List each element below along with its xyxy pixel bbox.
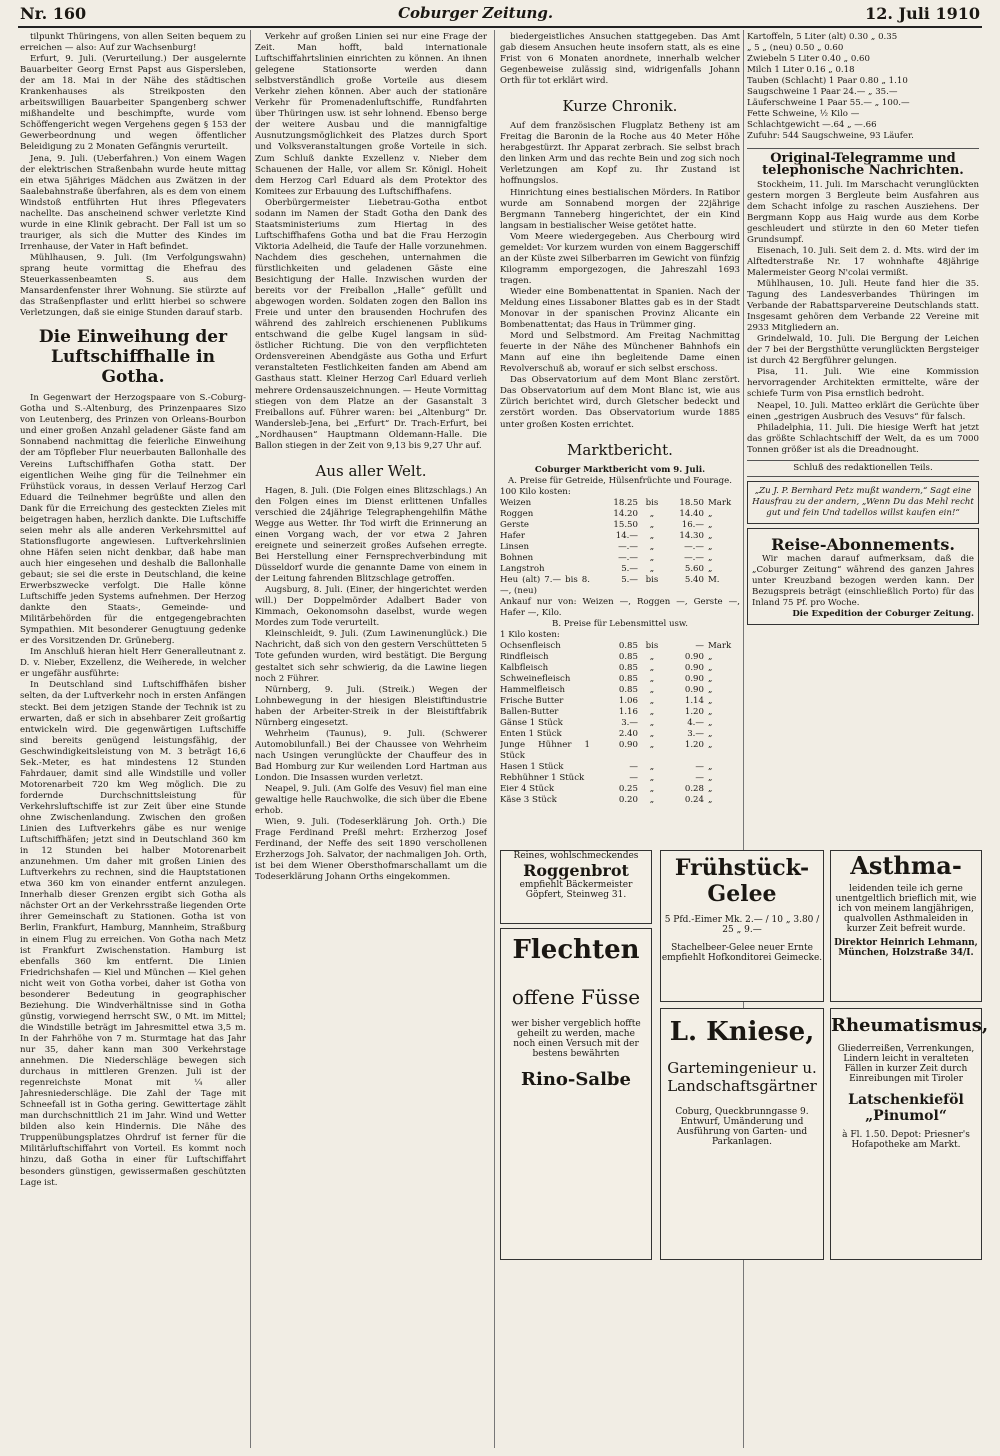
header-rule [18, 26, 982, 28]
ad-kniese [660, 1008, 824, 1260]
market-row: Kalbfleisch 0.85 „ 0.90 „ [500, 662, 713, 673]
market-row: Roggen 14.20 „ 14.40 „ [500, 508, 713, 519]
column-divider [494, 30, 495, 1448]
column-3 [500, 32, 740, 832]
masthead: Coburger Zeitung. [398, 4, 554, 22]
market-row: Schweinefleisch 0.85 „ 0.90 „ [500, 673, 713, 684]
news-item: Neapel, 10. Juli. Matteo erklärt die Gerüchte über einen „gestrigen Ausbruch des Vesuvs“ für falsch. [747, 400, 979, 422]
news-item: Mühlhausen, 9. Juli. (Im Verfolgungswahn) sprang heute vormittag die Ehefrau des Steuerkassenbeamten S. aus dem Mansardenfenster ihrer Wohnung. Sie stürzte auf das Straßenpflaster und erlitt hierbei so schwere Verletzungen, daß sie einige Stunden darauf starb. [20, 252, 246, 319]
subscription-notice [747, 528, 979, 625]
market-table-b [500, 641, 740, 806]
ad-headline: Frühstück-Gelee [674, 855, 810, 907]
paragraph: biedergeistliches Ansuchen stattgegeben. Das Amt gab diesem Ansuchen heute insofern statt, als es eine Frist von 6 Monaten anordnete, innerhalb welcher Gegenbeweise zulässig sind, widrigenfalls Johann Orth für tot erklärt wird. [500, 32, 740, 87]
price-line: Tauben (Schlacht) 1 Paar 0.80 „ 1.10 [747, 76, 908, 87]
market-row: Linsen —.— „ —.— „ [500, 541, 713, 552]
market-row: Eier 4 Stück 0.25 „ 0.28 „ [500, 783, 713, 794]
news-item: Neapel, 9. Juli. (Am Golfe des Vesuv) fiel man eine gewaltige helle Rauchwolke, die sich über die Ebene erhob. [255, 784, 487, 817]
ad-roggenbrot [500, 850, 652, 924]
ad-signature: à Fl. 1.50. Depot: Priesner's Hofapotheke am Markt. [842, 1130, 970, 1150]
news-item: Nürnberg, 9. Juli. (Streik.) Wegen der Lohnbewegung in der hiesigen Bleistiftindustrie haben der Arbeiter-Streik in der Bleistiftfabrik Nürnberg eingesetzt. [255, 684, 487, 728]
paragraph: In Deutschland sind Luftschiffhäfen bisher selten, da der Luftverkehr noch in ersten Anfängen steckt. Bei dem jetzigen Stande der Technik ist zu erwarten, daß er sich in absehbarer Zeit großartig entwickeln wird. Die gegenwärtigen Luftschiffe sind bereits genügend leistungsfähig, der Geschwindigkeitsleistung von M. 3 beträgt 16,6 Sek.-Meter, es hat mindestens 12 Stunden Fahrdauer, damit sind alle Windstille und voller Motorenarbeit 720 km Weg möglich. Die zu fordernde Durchschnittsleistung für Verkehrsluftschiffe ist zur Zeit über eine Stunde ohne Zwischenlandung. Zwischen den großen Linien des Luftverkehrs gäbe es nur wenige Luftschiffhäfen; jetzt sind in Deutschland 360 km in 12 Stunden bei halber Motorenarbeit anzunehmen. Um daher mit großen Linien des Luftverkehrs zu rechnen, sind die Hauptstationen etwa 360 km von einander entfernt anzulegen. Innerhalb dieser Grenzen ergibt sich Gotha als nächster Ort an der Verkehrsstraße liegenden Orte ihrer Gemeinschaft zu Stationen. Gotha ist von Berlin, Frankfurt, Hamburg, Mannheim, Straßburg in einem Flug zu erreichen. Von Gotha nach Metz ist Frankfurt Zwischenstation. Hamburg ist ebenfalls 360 km entfernt. Die Linien Friedrichshafen — Kiel und München — Kiel gehen nicht weit von Gotha vorbei, daher ist Gotha von besonderer Bedeutung in geographischer Beziehung. Die Windverhältnisse sind in Gotha günstig, vorwiegend herrscht SW., 0 Mt. im Mittel; die Windstille beträgt im Jahresmittel etwa 3,5 m. In der Fahrhöhe von 7 m. Sturmtage hat das Jahr nur 35, daher kann man 300 Verkehrstage annehmen. Die Niederschläge bewegen sich durchaus in mittleren Grenzen. Juli ist der regenreichste Monat mit ¼ aller Jahresniederschläge. Die Zahl der Tage mit Schneefall ist in Gotha gering. Gewittertage zählt man durchschnittlich 21 im Jahr. Wind und Wetter bilden also kein Hindernis. Die Nähe des Truppenübungsplatzes Ohrdruf ist ferner für die Militärluftschiffahrt von Vorteil. Es kommt noch hinzu, daß Gotha in einer für Luftschiffahrt besonders günstigen, gewissermaßen geschützten Lage ist. [20, 680, 246, 1188]
news-item: Wieder eine Bombenattentat in Spanien. Nach der Meldung eines Lissaboner Blattes gab es in der Stadt Monovar in der spanischen Provinz Alicante ein Bombenattentat; das Haus in Trümmer ging. [500, 286, 740, 331]
page-header [20, 0, 980, 26]
price-line: Saugschweine 1 Paar 24.— „ 35.— [747, 87, 898, 98]
market-row: Hammelfleisch 0.85 „ 0.90 „ [500, 684, 713, 695]
news-item: Mord und Selbstmord. Am Freitag Nachmittag feuerte in der Nähe des Münchener Bahnhofs ein Mann auf eine ihn begleitende Dame einen Revolverschuß ab, worauf er sich selbst erschoss. [500, 331, 740, 375]
market-row: Gerste 15.50 „ 16.— „ [500, 519, 713, 530]
ad-text: Gliederreißen, Verrenkungen, Lindern leicht in veralteten Fällen in kurzer Zeit durch Einreibungen mit Tiroler [837, 1044, 975, 1084]
editorial-end-note: Schluß des redaktionellen Teils. [747, 460, 979, 477]
ad-text: Coburg, Queckbrunngasse 9. Entwurf, Umänderung und Ausführung von Garten- und Parkanlagen. [675, 1107, 809, 1147]
market-note: Ankauf nur von: Weizen —, Roggen —, Gerste —, Hafer —, Kilo. [500, 596, 740, 618]
market-row: Gänse 1 Stück 3.— „ 4.— „ [500, 717, 713, 728]
paragraph: Oberbürgermeister Liebetrau-Gotha entbot sodann im Namen der Stadt Gotha den Dank des Staatsministeriums zum Hiertag in des Luftschiffhafens Gotha und bat die Frau Herzogin Viktoria Adelheid, die Taufe der Halle vorzunehmen. Nachdem dies geschehen, unternahmen die fürstlichkeiten und geladenen Gäste eine Besichtigung der Halle. Inzwischen wurden der bereits vor der Freiballon „Halle“ gefüllt und abgewogen worden. Soldaten zogen den Ballon ins Freie und unter den brausenden Hochrufen des während des zahlreich erschienenen Publikums entschwand die gelbe Kugel langsam in süd-östlicher Richtung. Die von den verpflichteten Ordensvereinen Abendgäste aus Gotha und Erfurt veranstalteten Festlichkeiten fanden am Abend am Gasthaus statt. Kleiner Herzog Carl Eduard verlieh mehrere Ordensauszeichnungen. — Heute Vormittag stiegen von dem Platze an der Gasanstalt 3 Freiballons auf. Führer waren: bei „Altenburg“ Dr. Wandersleb-Jena, bei „Erfurt“ Dr. Trach-Erfurt, bei „Nordhausen“ Hauptmann Oldemann-Halle. Die Ballon stiegen in der Zeit von 9,13 bis 9,27 Uhr auf. [255, 197, 487, 451]
news-item: Eisenach, 10. Juli. Seit dem 2. d. Mts. wird der im Alftedterstraße Nr. 17 wohnhafte 48jährige Malermeister Georg N'colai vermißt. [747, 245, 979, 278]
ad-headline: Roggenbrot [523, 861, 629, 880]
ad-headline: Asthma- [850, 851, 962, 880]
news-item: Mühlhausen, 10. Juli. Heute fand hier die 35. Tagung des Landesverbandes Thüringen im Verbande der Rabattsparvereine Deutschlands statt. Insgesamt gehören dem Verbande 22 Vereine mit 2933 Mitgliedern an. [747, 278, 979, 334]
column-1 [20, 32, 246, 1450]
ad-text: 5 Pfd.-Eimer Mk. 2.— / 10 „ 3.80 / 25 „ 9.— [664, 915, 820, 935]
market-row: Rindfleisch 0.85 „ 0.90 „ [500, 651, 713, 662]
ad-asthma [830, 850, 982, 1002]
news-item: Auf dem französischen Flugplatz Betheny ist am Freitag die Baronin de la Roche aus 40 Meter Höhe herabgestürzt. Ihr Apparat zerbrach. Sie selbst brach den linken Arm und das rechte Bein und zog sich noch Verletzungen am Kopf zu. Ihr Zustand ist hoffnungslos. [500, 121, 740, 187]
ad-text: leidenden teile ich gerne unentgeltlich brieflich mit, wie ich von meinem langjährigen, qualvollen Asthmaleiden in kurzer Zeit befreit wurde. [835, 884, 977, 934]
section-headline: Aus aller Welt. [315, 461, 427, 480]
news-item: Wien, 9. Juli. (Todeserklärung Joh. Orth.) Die Frage Ferdinand Preßl mehrt: Erzherzog Josef Ferdinand, der Neffe des seit 1890 verschollenen Erzherzogs Joh. Salvator, der nachmaligen Joh. Orth, ist bei dem Wiener Obersthofmarschallamt um die Todeserklärung Johann Orths eingekommen. [255, 817, 487, 883]
news-item: Philadelphia, 11. Juli. Die hiesige Werft hat jetzt das größte Schlachtschiff der Welt, da es um 7000 Tonnen größer ist als die Dreadnought. [747, 422, 979, 455]
news-item: Erfurt, 9. Juli. (Verurteilung.) Der ausgelernte Bauarbeiter Georg Ernst Papst aus Gispersleben, der am 18. Mai in der Nähe des städtischen Krankenhauses als Streikposten den arbeitswilligen Bauarbeiter Spangenberg schwer mißhandelte und beschimpfte, wurde vom Schöffengericht wegen Vergehens gegen § 153 der Gewerbeordnung und wegen öffentlicher Beleidigung zu 2 Monaten Gefängnis verurteilt. [20, 54, 246, 153]
price-line: Schlachtgewicht —.64 „ —.66 [747, 120, 877, 131]
article-headline: Die Einweihung der Luftschiffhalle in Gotha. [38, 327, 228, 388]
market-row: Frische Butter 1.06 „ 1.14 „ [500, 695, 713, 706]
ad-headline: Flechten [512, 935, 640, 965]
market-row: Enten 1 Stück 2.40 „ 3.— „ [500, 728, 713, 739]
market-subheadline: Coburger Marktbericht vom 9. Juli. [534, 464, 706, 475]
paragraph: Im Anschluß hieran hielt Herr Generalleutnant z. D. v. Nieber, Exzellenz, die Weiherede, in welcher er ungefähr ausführte: [20, 647, 246, 680]
price-line: Läuferschweine 1 Paar 55.— „ 100.— [747, 98, 910, 109]
news-item: Stockheim, 11. Juli. Im Marschacht verunglückten gestern morgen 3 Bergleute beim Ausfahren aus dem Schacht infolge zu raschen Ausziehens. Der Bergmann Kopp aus Haig wurde aus dem Korbe geschleudert und stürzte in den 60 Meter tiefen Grundsumpf. [747, 179, 979, 245]
market-headline: Marktbericht. [567, 440, 673, 459]
price-line: Kartoffeln, 5 Liter (alt) 0.30 „ 0.35 [747, 32, 898, 42]
price-line: „ 5 „ (neu) 0.50 „ 0.60 [747, 43, 844, 54]
advert-verse: „Zu J. P. Bernhard Petz mußt wandern,“ Sagt eine Hausfrau zu der andern, „Wenn Du das Mehl recht gut und fein Und tadellos willst kaufen ein!“ [747, 481, 979, 524]
market-row: Junge Hühner 1 Stück 0.90 „ 1.20 „ [500, 739, 713, 761]
ad-text: empfiehlt Bäckermeister Göpfert, Steinweg 31. [519, 880, 633, 900]
column-2 [255, 32, 487, 1450]
price-line: Zufuhr: 544 Saugschweine, 93 Läufer. [747, 131, 914, 142]
ad-brand: Rino-Salbe [521, 1069, 631, 1090]
news-item: Wehrheim (Taunus), 9. Juli. (Schwerer Automobilunfall.) Bei der Chaussee von Wehrheim nach Usingen verunglückte der Chauffeur des in Bad Homburg zur Kur weilenden Lord Hartman aus London. Die Insassen wurden verletzt. [255, 728, 487, 783]
ad-subheadline: Gartemingenieur u. Landschaftsgärtner [667, 1059, 817, 1095]
ad-title: Reines, wohlschmeckendes [513, 851, 639, 861]
price-line: Zwiebeln 5 Liter 0.40 „ 0.60 [747, 54, 870, 65]
subscription-signature: Die Expedition der Coburger Zeitung. [792, 609, 974, 620]
market-row: Hafer 14.— „ 14.30 „ [500, 530, 713, 541]
paragraph: In Gegenwart der Herzogspaare von S.-Coburg-Gotha und S.-Altenburg, des Prinzenpaares Sizo von Leutenberg, des Prinzen von Orleans-Bourbon und einer großen Anzahl geladener Gäste fand am Sonnabend nachmittag die feierliche Einweihung der am Töpfleber Flur neuerbauten Ballonhalle des Vereins Luftschiffhafen Gotha statt. Der eigentlichen Weihe ging für die Teilnehmer ein Frühstück voraus, in dessen Verlauf Herzog Carl Eduard die Teilnehmer begrüßte und allen den Dank für die Erreichung des gesteckten Zieles mit beigetragen haben, herzlich dankte. Die Luftschiffe seien mehr als alle anderen Verkehrsmittel auf Stationsflugorte angewiesen. Luftverkehrslinien ohne Häfen seien nicht denkbar, daß habe man auch hier eingesehen und deshalb die Ballonhalle gebaut; sie sei die erste in Deutschland, die keine Erwerbszwecke verfolgt. Die Halle könne Luftschiffe jeden Systems aufnehmen. Der Herzog dankte den Staats-, Gemeinde- und Militärbehörden für die entgegengebrachten Sympathien. Mit besonderer Genugtuung gedenke er des Vorsitzenden Dr. Grüneberg. [20, 393, 246, 647]
news-item: Kleinschleidt, 9. Juli. (Zum Lawinenunglück.) Die Nachricht, daß sich von den gestern Verschütteten 5 Tote gefunden wurden, wird bestätigt. Die Bergung gestaltet sich sehr schwierig, da die Lawine liegen noch 2 Führer. [255, 629, 487, 684]
price-line: Milch 1 Liter 0.16 „ 0.18 [747, 65, 855, 76]
news-item: Das Observatorium auf dem Mont Blanc zerstört. Das Observatorium auf dem Mont Blanc ist, wie aus Zürich berichtet wird, durch Gletscher bedeckt und zerstört worden. Das Observatorium wurde 1885 unter großen Kosten errichtet. [500, 375, 740, 430]
ad-subheadline: offene Füsse [511, 985, 641, 1009]
section-headline: Kurze Chronik. [562, 97, 678, 116]
market-table-a [500, 498, 740, 597]
price-line: Fette Schweine, ½ Kilo — [747, 109, 860, 120]
subscription-text: Wir machen darauf aufmerksam, daß die „Coburger Zeitung“ während des ganzen Jahres unter Kreuzband bezogen werden kann. Der Bezugspreis beträgt (einschließlich Porto) für das Inland 75 Pf. pro Woche. [752, 553, 974, 609]
market-row: Ochsenfleisch 0.85 bis — Mark [500, 640, 732, 651]
market-row: Ballen-Butter 1.16 „ 1.20 „ [500, 706, 713, 717]
ad-headline: L. Kniese, [669, 1017, 815, 1047]
page-number: Nr. 160 [20, 3, 87, 23]
column-divider [250, 30, 251, 1448]
news-item: Augsburg, 8. Juli. (Einer, der hingerichtet werden will.) Der Doppelmörder Adalbert Bader von Kimmach, Oekonomsohn daselbst, wurde wegen Mordes zum Tode verurteilt. [255, 585, 487, 629]
issue-date: 12. Juli 1910 [865, 3, 980, 23]
market-row: Langstroh 5.— „ 5.60 „ [500, 563, 713, 574]
ad-flechten [500, 928, 652, 1260]
ad-headline: Rheumatismus, [831, 1015, 989, 1036]
market-row: Heu (alt) 7.— bis 8.—, (neu) 5.— bis 5.40 M. [500, 574, 720, 596]
market-row: Weizen 18.25 bis 18.50 Mark [500, 497, 732, 508]
market-row: Bohnen —.— „ —.— „ [500, 552, 713, 563]
market-section-a: A. Preise für Getreide, Hülsenfrüchte und Fourage. [508, 475, 732, 486]
price-list [747, 32, 979, 142]
ad-brand: Latschenkieföl „Pinumol“ [848, 1092, 964, 1124]
news-item: Jena, 9. Juli. (Ueberfahren.) Von einem Wagen der elektrischen Straßenbahn wurde heute mittag ein etwa 5jähriges Mädchen aus Zwätzen in der Saalebahnstraße überfahren, als es dem von einem Windstoß entführten Hut ihres Pflegevaters nachellte. Das anscheinend schwer verletzte Kind wurde in eine Klinik gebracht. Der Fall ist um so trauriger, als sich die Mutter des Kindes im Irrenhause, der Vater in Haft befindet. [20, 153, 246, 252]
market-row: Rebhühner 1 Stück — „ — „ [500, 772, 713, 783]
subscription-headline: Reise-Abonnements. [771, 534, 955, 554]
news-item: Hinrichtung eines bestialischen Mörders. In Ratibor wurde am Sonnabend morgen der 22jährige Bergmann Tanneberg hingerichtet, der ein Kind langsam in bestialischer Weise getötet hatte. [500, 187, 740, 231]
section-headline: Original-Telegramme und telephonische Nachrichten. [747, 148, 979, 175]
market-row: Käse 3 Stück 0.20 „ 0.24 „ [500, 794, 713, 805]
market-unit: 100 Kilo kosten: [500, 486, 571, 497]
news-item: Grindelwald, 10. Juli. Die Bergung der Leichen der 7 bei der Bergsthütte verunglückten Bergsteiger ist durch 42 Bergführer gelungen. [747, 334, 979, 367]
news-item: Vom Meere wiedergegeben. Aus Cherbourg wird gemeldet: Vor kurzem wurden von einem Baggerschiff an der Küste zwei Silberbarren im Gewicht von fünfzig Kilogramm emporgezogen, die Jahreszahl 1693 tragen. [500, 231, 740, 286]
market-unit: 1 Kilo kosten: [500, 629, 560, 640]
paragraph: Verkehr auf großen Linien sei nur eine Frage der Zeit. Man hofft, bald internationale Luftschiffahrtslinien einrichten zu können. An ihnen gelegene Stationsorte werden dann selbstverständlich große Vorteile aus diesem Verkehr ziehen können. Aber auch der stationäre Verkehr für Promenadenluftschiffe, Rundfahrten über Thüringen usw. ist sehr lohnend. Ebenso berge der weitere Ausbau und die mannigfaltige Ausnutzungsmöglichkeit des Platzes durch Sport und Volksveranstaltungen große Vorteile in sich. Zum Schluß dankte Exzellenz v. Nieber dem Schauenen der Halle, vor allem Sr. Königl. Hoheit dem Herzog Carl Eduard als dem Protektor des Komitees zur Erbauung des Luftschiffhafens. [255, 32, 487, 197]
market-row: Hasen 1 Stück — „ — „ [500, 761, 713, 772]
ad-text: Stachelbeer-Gelee neuer Ernte empfiehlt Hofkonditorei Geimecke. [661, 943, 823, 963]
news-item: Hagen, 8. Juli. (Die Folgen eines Blitzschlags.) An den Folgen eines im Dienst erlittenen Unfalles verschied die 24jährige Telegraphengehilfin Mäthe Wegge aus Wetter. Ihr Tod wirft die Erinnerung an einen Vorgang wach, der vor etwa 2 Jahren ereignete und seinerzeit großes Aufsehen erregte. Bei Herstellung einer Fernsprechverbindung mit Düsseldorf wurde die genannte Dame von einem in der Leitung fahrenden Blitzschlage getroffen. [255, 485, 487, 585]
market-section-b: B. Preise für Lebensmittel usw. [552, 618, 688, 629]
ad-signature: Direktor Heinrich Lehmann, München, Holzstraße 34/I. [834, 938, 978, 958]
news-item: Pisa, 11. Juli. Wie eine Kommission hervorragender Architekten ermittelte, wäre der schiefe Turm von Pisa ernstlich bedroht. [747, 367, 979, 400]
ad-fruehstueck-gelee [660, 850, 824, 1002]
paragraph: tilpunkt Thüringens, von allen Seiten bequem zu erreichen — also: Auf zur Wachsenburg! [20, 32, 246, 54]
ad-text: wer bisher vergeblich hoffte geheilt zu werden, mache noch einen Versuch mit der bestens bewährten [511, 1019, 641, 1059]
ad-rheumatismus [830, 1008, 989, 1260]
